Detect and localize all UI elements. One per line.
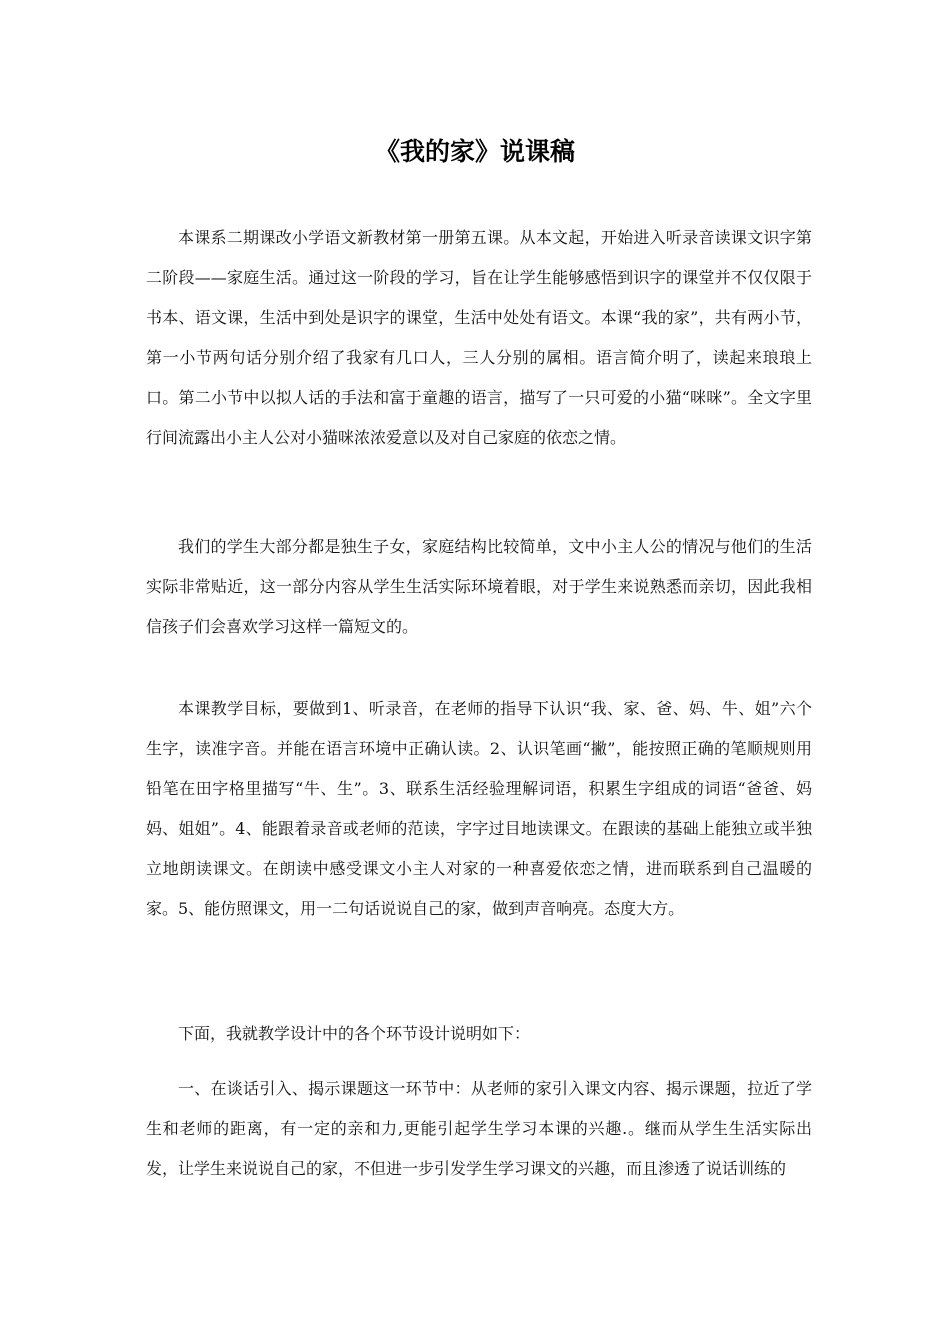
paragraph-students: 我们的学生大部分都是独生子女，家庭结构比较简单，文中小主人公的情况与他们的生活实际非常贴近，这一部分内容从学生生活实际环境着眼，对于学生来说熟悉而亲切，因此我相信孩子们会喜欢学习这样一篇短文的。 (146, 537, 812, 636)
paragraph-transition: 下面，我就教学设计中的各个环节设计说明如下： (178, 1024, 531, 1043)
document-title: 《我的家》说课稿 (374, 137, 575, 166)
paragraph-objectives: 本课教学目标，要做到1、听录音，在老师的指导下认识“我、家、爸、妈、牛、姐”六个生字，读准字音。并能在语言环境中正确认读。2、认识笔画“撇”，能按照正确的笔顺规则用铅笔在田字格里描写“牛、生”。3、联系生活经验理解词语，积累生字组成的词语“爸爸、妈妈、姐姐”。4、能跟着录音或老师的范读，字字过目地读课文。在跟读的基础上能独立或半独立地朗读课文。在朗读中感受课文小主人对家的一种喜爱依恋之情，进而联系到自己温暖的家。5、能仿照课文，用一二句话说说自己的家，做到声音响亮。态度大方。 (146, 699, 812, 918)
paragraph-section-one: 一、在谈话引入、揭示课题这一环节中：从老师的家引入课文内容、揭示课题，拉近了学生和老师的距离，有一定的亲和力,更能引起学生学习本课的兴趣.。继而从学生生活实际出发，让学生来说说自己的家，不但进一步引发学生学习课文的兴趣，而且渗透了说话训练的 (146, 1079, 812, 1178)
paragraph-intro: 本课系二期课改小学语文新教材第一册第五课。从本文起，开始进入听录音读课文识字第二阶段——家庭生活。通过这一阶段的学习，旨在让学生能够感悟到识字的课堂并不仅仅限于书本、语文课，生活中到处是识字的课堂，生活中处处有语文。本课“我的家”，共有两小节，第一小节两句话分别介绍了我家有几口人，三人分别的属相。语言简介明了，读起来琅琅上口。第二小节中以拟人话的手法和富于童趣的语言，描写了一只可爱的小猫“咪咪”。全文字里行间流露出小主人公对小猫咪浓浓爱意以及对自己家庭的依恋之情。 (146, 228, 812, 447)
